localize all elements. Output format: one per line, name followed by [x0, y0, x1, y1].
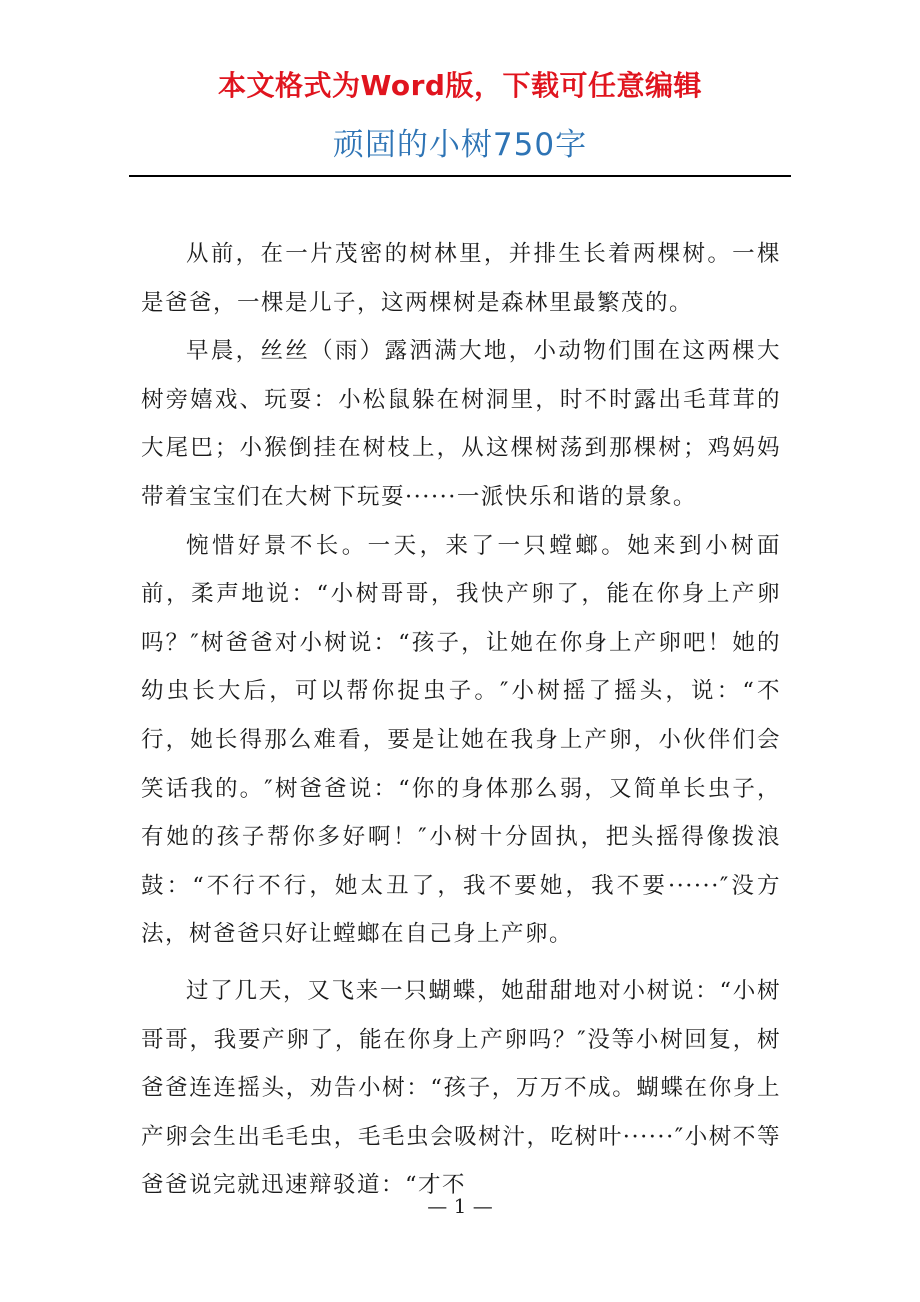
- format-notice-banner: 本文格式为Word版，下载可任意编辑: [218, 69, 702, 102]
- document-title: 顽固的小树750字: [332, 127, 588, 163]
- document-body: [141, 230, 781, 1210]
- page-number: — 1 —: [427, 1194, 493, 1218]
- paragraph-3: 惋惜好景不长。一天，来了一只螳螂。她来到小树面前，柔声地说：“小树哥哥，我快产卵了，能在你身上产卵吗？″树爸爸对小树说：“孩子，让她在你身上产卵吧！她的幼虫长大后，可以帮你捉虫子。″小树摇了摇头，说：“不行，她长得那么难看，要是让她在我身上产卵，小伙伴们会笑话我的。″树爸爸说：“你的身体那么弱，又简单长虫子，有她的孩子帮你多好啊！″小树十分固执，把头摇得像拨浪鼓：“不行不行，她太丑了，我不要她，我不要······″没方法，树爸爸只好让螳螂在自己身上产卵。: [141, 532, 781, 948]
- title-divider: [129, 175, 791, 177]
- paragraph-2: 早晨，丝丝（雨）露洒满大地，小动物们围在这两棵大树旁嬉戏、玩耍：小松鼠躲在树洞里，时不时露出毛茸茸的大尾巴；小猴倒挂在树枝上，从这棵树荡到那棵树；鸡妈妈带着宝宝们在大树下玩耍······一派快乐和谐的景象。: [141, 338, 781, 510]
- paragraph-4: 过了几天，又飞来一只蝴蝶，她甜甜地对小树说：“小树哥哥，我要产卵了，能在你身上产卵吗？″没等小树回复，树爸爸连连摇头，劝告小树：“孩子，万万不成。蝴蝶在你身上产卵会生出毛毛虫，毛毛虫会吸树汁，吃树叶······″小树不等爸爸说完就迅速辩驳道：“才不: [141, 977, 781, 1199]
- paragraph-1: 从前，在一片茂密的树林里，并排生长着两棵树。一棵是爸爸，一棵是儿子，这两棵树是森林里最繁茂的。: [141, 241, 781, 316]
